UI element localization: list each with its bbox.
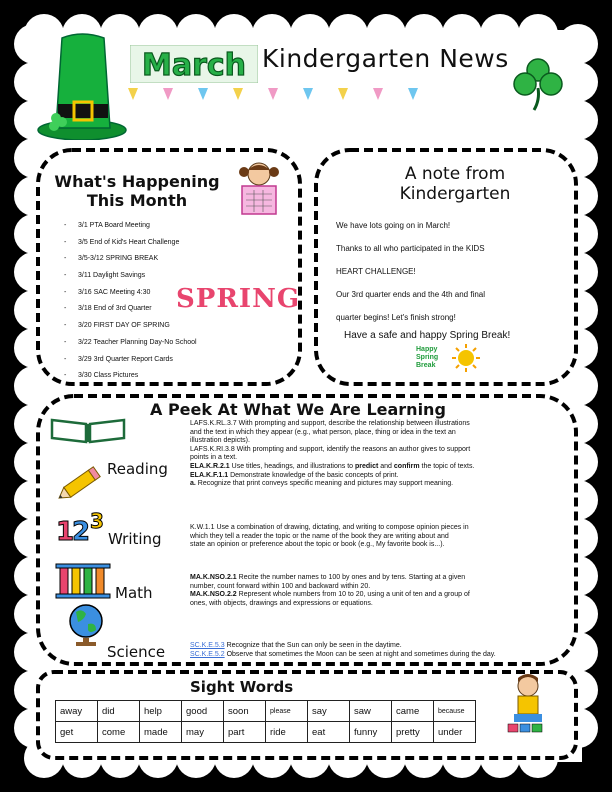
event-item: - 3/29 3rd Quarter Report Cards xyxy=(64,355,173,363)
svg-text:2: 2 xyxy=(72,517,91,546)
science-line: SC.K.E.5.2 Observe that sometimes the Moon can be seen at night and sometimes during the day. xyxy=(190,650,496,658)
march-word: March xyxy=(141,48,247,83)
sight-word: please xyxy=(266,701,308,722)
sun-icon xyxy=(452,344,480,372)
science-standard-link[interactable]: SC.K.E.5.3 xyxy=(190,642,225,649)
spring-word-art: SPRING xyxy=(176,284,301,314)
123-numbers-icon xyxy=(54,506,110,546)
svg-text:3: 3 xyxy=(90,509,104,533)
sight-word: under xyxy=(434,722,476,743)
event-item: - 3/11 Daylight Savings xyxy=(64,272,146,280)
event-item: - 3/20 FIRST DAY OF SPRING xyxy=(64,322,170,330)
science-standards xyxy=(190,642,570,659)
event-item: - 3/5-3/12 SPRING BREAK xyxy=(64,255,159,263)
boy-reading-icon xyxy=(506,672,552,734)
page-title: Kindergarten News xyxy=(262,44,509,73)
note-title xyxy=(370,164,540,204)
badge-line2: Spring xyxy=(416,354,439,361)
sight-word: pretty xyxy=(392,722,434,743)
reading-line-meaning: a. Recognize that print conveys specific meaning and pictures may support meaning. xyxy=(190,480,454,488)
pencil-icon xyxy=(58,462,106,502)
sight-word: say xyxy=(308,701,350,722)
science-line: SC.K.E.5.3 Recognize that the Sun can only be seen in the daytime. xyxy=(190,642,402,649)
sight-word: funny xyxy=(350,722,392,743)
badge-line1: Happy xyxy=(416,346,438,353)
math-line: MA.K.NSO.2.1 Recite the number names to 100 by ones and by tens. Starting at a given xyxy=(190,574,466,581)
sight-word: good xyxy=(182,701,224,722)
event-item: - 3/1 PTA Board Meeting xyxy=(64,222,150,229)
science-label: Science xyxy=(107,643,166,661)
math-standards xyxy=(190,574,570,608)
note-line: Our 3rd quarter ends and the 4th and final xyxy=(336,290,485,299)
writing-line: state an opinion or preference about the topic or book (e.g., My favorite book is...). xyxy=(190,541,445,549)
counting-rods-icon xyxy=(54,562,112,600)
badge-line3: Break xyxy=(416,362,436,369)
march-banner-graphic xyxy=(130,45,258,83)
reading-line-predict: ELA.K.R.2.1 Use titles, headings, and illustrations to predict and confirm the topic of texts. xyxy=(190,462,475,470)
reading-line-print: ELA.K.F.1.1 Demonstrate knowledge of the basic concepts of print. xyxy=(190,471,399,479)
shamrock-icon xyxy=(508,52,568,112)
note-line: Thanks to all who participated in the KIDS xyxy=(336,244,485,253)
learning-title: A Peek At What We Are Learning xyxy=(150,400,446,419)
girl-calendar-icon xyxy=(234,160,284,218)
leprechaun-hat-icon xyxy=(34,30,129,140)
sight-word: come xyxy=(98,722,140,743)
note-line: HEART CHALLENGE! xyxy=(336,267,416,276)
open-book-icon xyxy=(50,414,126,444)
note-line: quarter begins! Let's finish strong! xyxy=(336,313,456,322)
sight-word: because xyxy=(434,701,476,722)
writing-label: Writing xyxy=(108,530,162,548)
svg-text:1: 1 xyxy=(56,517,75,546)
sight-word: part xyxy=(224,722,266,743)
event-item: - 3/22 Teacher Planning Day-No School xyxy=(64,338,197,346)
sight-words-row xyxy=(56,722,476,743)
sight-words-row xyxy=(56,701,476,722)
math-line: ones, with objects, drawings and expressions or equations. xyxy=(190,599,373,607)
globe-icon xyxy=(64,602,108,648)
pennant-flags xyxy=(128,88,428,104)
sight-word: made xyxy=(140,722,182,743)
event-item: - 3/16 SAC Meeting 4:30 xyxy=(64,288,151,296)
reading-line: points in a text. xyxy=(190,454,238,462)
sight-word: ride xyxy=(266,722,308,743)
writing-standards xyxy=(190,524,570,550)
sight-word: saw xyxy=(350,701,392,722)
math-label: Math xyxy=(115,584,153,602)
note-title-line1: A note from xyxy=(404,164,506,184)
event-item: - 3/30 Class Pictures xyxy=(64,372,139,380)
sight-word: get xyxy=(56,722,98,743)
happening-title xyxy=(52,172,222,210)
spring-break-badge xyxy=(414,344,484,374)
march-banner xyxy=(130,45,258,83)
note-line: We have lots going on in March! xyxy=(336,221,451,230)
reading-standards xyxy=(190,420,570,489)
reading-line: LAFS.K.RL.3.7 With prompting and support, describe the relationship between illustrations xyxy=(190,420,470,427)
sight-words-title: Sight Words xyxy=(190,678,294,696)
note-title-line2: Kindergarten xyxy=(399,184,511,204)
science-standard-link[interactable]: SC.K.E.5.2 xyxy=(190,650,225,658)
sight-word: came xyxy=(392,701,434,722)
math-line: MA.K.NSO.2.2 Represent whole numbers from 10 to 20, using a unit of ten and a group of xyxy=(190,591,470,599)
sight-word: eat xyxy=(308,722,350,743)
sight-word: help xyxy=(140,701,182,722)
reading-line: and the text in which they appear (e.g., what person, place, thing or idea in the text an xyxy=(190,428,456,436)
sight-word: away xyxy=(56,701,98,722)
happening-title-line2: This Month xyxy=(86,191,188,210)
reading-line: illustration depicts). xyxy=(190,437,250,445)
sight-word: soon xyxy=(224,701,266,722)
event-item: - 3/18 End of 3rd Quarter xyxy=(64,305,152,313)
event-item: - 3/5 End of Kid's Heart Challenge xyxy=(64,238,180,246)
writing-line: which they tell a reader the topic or the name of the book they are writing about and xyxy=(190,532,449,540)
happening-title-line1: What's Happening xyxy=(54,172,220,191)
sight-word: did xyxy=(98,701,140,722)
sight-words-table xyxy=(55,700,476,743)
note-body xyxy=(336,214,485,329)
reading-line: LAFS.K.RI.3.8 With prompting and support, identify the reasons an author gives to support xyxy=(190,445,471,453)
note-closing: Have a safe and happy Spring Break! xyxy=(344,330,511,341)
math-line: number, count forward within 100 and backward within 20. xyxy=(190,582,371,590)
reading-label: Reading xyxy=(107,460,168,478)
sight-word: may xyxy=(182,722,224,743)
writing-line: K.W.1.1 Use a combination of drawing, dictating, and writing to compose opinion pieces in xyxy=(190,524,469,531)
